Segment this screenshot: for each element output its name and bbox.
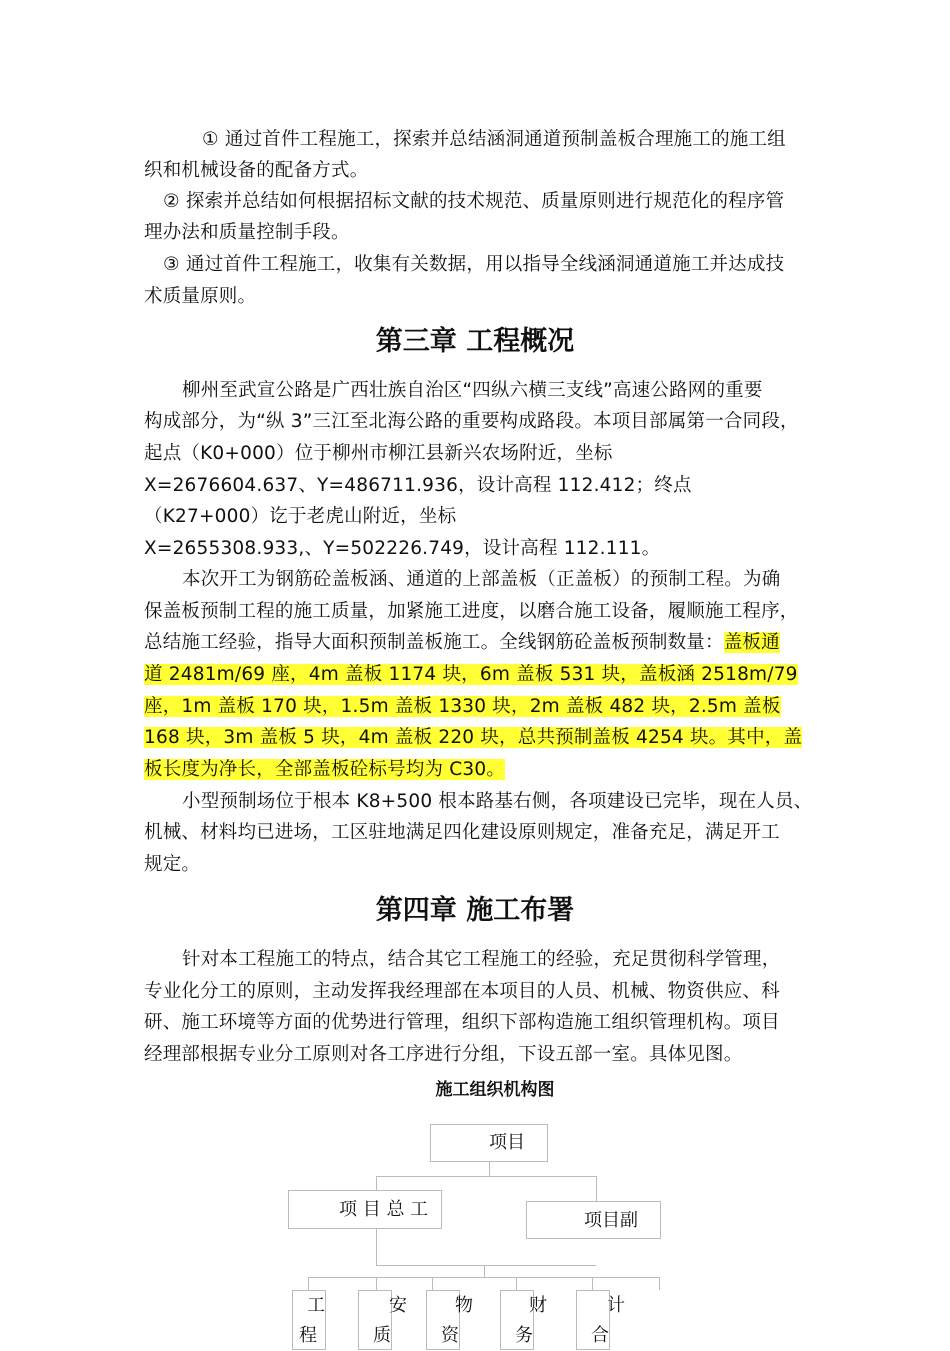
ch3-p2-plain-text: 总结施工经验，指导大面积预制盖板施工。全线钢筋砼盖板预制数量： bbox=[144, 632, 724, 653]
ch3-p1-line: 柳州至武宣公路是广西壮族自治区“四纵六横三支线”高速公路网的重要 bbox=[182, 380, 763, 401]
highlighted-text: 板长度为净长，全部盖板砼标号均为 C30。 bbox=[144, 759, 506, 780]
org-dept-char: 物 bbox=[455, 1295, 473, 1316]
connector-line bbox=[484, 1265, 485, 1277]
org-dept-char: 资 bbox=[441, 1325, 459, 1346]
goal-3-line-1: ③ 通过首件工程施工，收集有关数据，用以指导全线涵洞通道施工并达成技 bbox=[163, 254, 785, 275]
connector-line bbox=[376, 1176, 596, 1177]
org-dept-box bbox=[358, 1290, 407, 1350]
connector-line bbox=[659, 1277, 660, 1290]
chapter-3-title: 第三章 工程概况 bbox=[375, 326, 575, 357]
highlighted-text: 168 块，3m 盖板 5 块，4m 盖板 220 块，总共预制盖板 4254 块。其中，盖 bbox=[144, 727, 803, 748]
ch4-p1-line: 研、施工环境等方面的优势进行管理，组织下部构造施工组织管理机构。项目 bbox=[144, 1012, 780, 1033]
org-dept-char: 计 bbox=[607, 1295, 625, 1316]
ch3-p2-line bbox=[144, 659, 798, 691]
connector-line bbox=[432, 1277, 433, 1290]
connector-line bbox=[308, 1277, 309, 1290]
ch3-p1-line: 起点（K0+000）位于柳州市柳江县新兴农场附近，坐标 bbox=[144, 443, 613, 464]
connector-line bbox=[308, 1277, 660, 1278]
ch3-p2-line: 保盖板预制工程的施工质量，加紧施工进度，以磨合施工设备，履顺施工程序， bbox=[144, 601, 799, 622]
connector-line bbox=[376, 1277, 377, 1290]
highlighted-text: 座，1m 盖板 170 块，1.5m 盖板 1330 块，2m 盖板 482 块，2.5m 盖板 bbox=[144, 696, 781, 717]
ch3-p1-line: X=2655308.933,、Y=502226.749，设计高程 112.111。 bbox=[144, 538, 661, 559]
ch4-p1-line: 经理部根据专业分工原则对各工序进行分组，下设五部一室。具体见图。 bbox=[144, 1044, 743, 1065]
ch3-p1-line: （K27+000）讫于老虎山附近，坐标 bbox=[144, 506, 457, 527]
ch3-p3-line: 小型预制场位于根本 K8+500 根本路基右侧，各项建设已完毕，现在人员、 bbox=[182, 791, 813, 812]
connector-line bbox=[592, 1277, 593, 1290]
org-chart-caption: 施工组织机构图 bbox=[435, 1080, 555, 1100]
org-dept-box bbox=[576, 1290, 625, 1350]
connector-line bbox=[516, 1277, 517, 1290]
ch4-p1-line: 针对本工程施工的特点，结合其它工程施工的经验，充足贯彻科学管理， bbox=[182, 949, 781, 970]
org-dept-char: 质 bbox=[373, 1325, 391, 1346]
org-dept-char: 务 bbox=[515, 1325, 533, 1346]
org-dept-char: 安 bbox=[389, 1295, 407, 1316]
goal-1-line-1: ① 通过首件工程施工，探索并总结涵洞通道预制盖板合理施工的施工组 bbox=[202, 129, 786, 150]
connector-line bbox=[376, 1265, 596, 1266]
goal-1-line-2: 织和机械设备的配备方式。 bbox=[144, 160, 369, 181]
connector-line bbox=[376, 1176, 377, 1190]
org-top-box: 项目 bbox=[430, 1124, 548, 1162]
org-deputy-box: 项目副 bbox=[526, 1201, 661, 1239]
ch3-p2-line: 本次开工为钢筋砼盖板涵、通道的上部盖板（正盖板）的预制工程。为确 bbox=[182, 569, 781, 590]
chapter-4-title: 第四章 施工布署 bbox=[375, 895, 575, 926]
ch4-p1-line: 专业化分工的原则，主动发挥我经理部在本项目的人员、机械、物资供应、科 bbox=[144, 981, 780, 1002]
connector-line bbox=[489, 1162, 490, 1176]
ch3-p2-line bbox=[144, 754, 505, 786]
ch3-p3-line: 机械、材料均已进场，工区驻地满足四化建设原则规定，准备充足，满足开工 bbox=[144, 822, 780, 843]
org-dept-char: 工 bbox=[307, 1295, 325, 1316]
ch3-p2-line bbox=[144, 691, 781, 723]
ch3-p2-line bbox=[144, 722, 802, 754]
ch3-p2-line bbox=[144, 627, 780, 659]
connector-line bbox=[596, 1176, 597, 1201]
connector-line bbox=[376, 1229, 377, 1265]
goal-2-line-1: ② 探索并总结如何根据招标文献的技术规范、质量原则进行规范化的程序管 bbox=[163, 191, 785, 212]
org-dept-char: 程 bbox=[299, 1325, 317, 1346]
org-dept-box bbox=[500, 1290, 547, 1350]
ch3-p3-line: 规定。 bbox=[144, 854, 201, 875]
org-dept-box bbox=[426, 1290, 473, 1350]
org-chief-engineer-box: 项 目 总 工 bbox=[288, 1190, 442, 1229]
ch3-p1-line: 构成部分，为“纵 3”三江至北海公路的重要构成路段。本项目部属第一合同段， bbox=[144, 411, 799, 432]
goal-3-line-2: 术质量原则。 bbox=[144, 286, 257, 307]
org-dept-char: 财 bbox=[529, 1295, 547, 1316]
ch3-p1-line: X=2676604.637、Y=486711.936，设计高程 112.412；终点 bbox=[144, 475, 692, 496]
highlighted-text: 道 2481m/69 座，4m 盖板 1174 块，6m 盖板 531 块，盖板涵 2518m/79 bbox=[144, 664, 798, 685]
goal-2-line-2: 理办法和质量控制手段。 bbox=[144, 222, 350, 243]
org-dept-box bbox=[292, 1290, 326, 1350]
org-dept-char: 合 bbox=[591, 1325, 609, 1346]
highlighted-text: 盖板通 bbox=[723, 632, 780, 653]
